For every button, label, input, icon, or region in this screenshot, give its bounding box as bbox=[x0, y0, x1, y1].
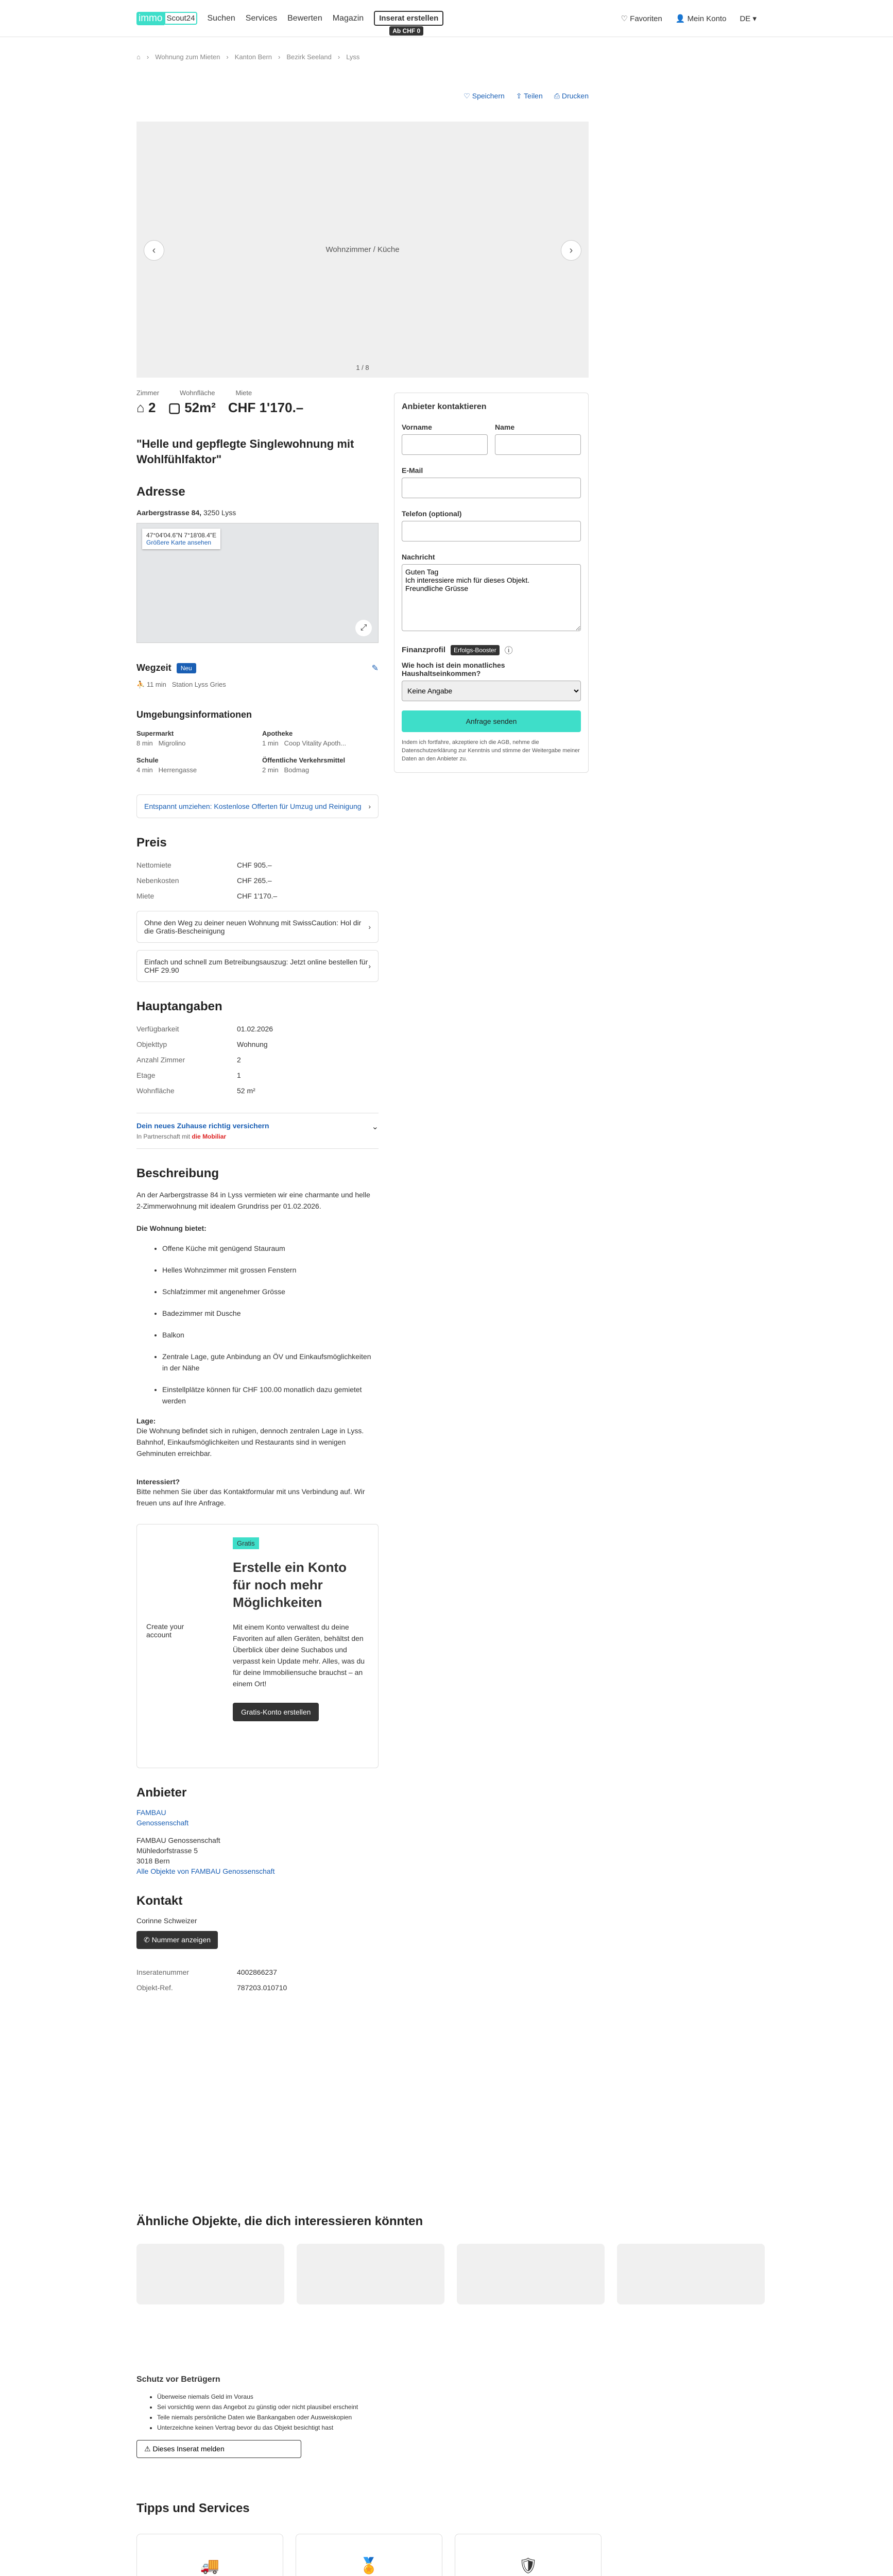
info-key: Objekttyp bbox=[136, 1040, 167, 1048]
account-promo bbox=[136, 1524, 379, 1768]
rooms-value: ⌂ 2 bbox=[136, 400, 156, 415]
provider-address: 3018 Bern bbox=[136, 1857, 170, 1865]
breadcrumb: ⌂ › Wohnung zum Mieten › Kanton Bern › Bezirk Seeland › Lyss bbox=[136, 53, 360, 61]
feature-item: • Zentrale Lage, gute Anbindung an ÖV und Einkaufsmöglichkeiten in der Nähe bbox=[162, 1351, 379, 1374]
contact-section bbox=[136, 1894, 379, 1995]
account-link[interactable]: 👤 Mein Konto bbox=[675, 14, 727, 23]
show-number-label: Nummer anzeigen bbox=[151, 1936, 211, 1944]
provider-address: Mühledorfstrasse 5 bbox=[136, 1846, 198, 1855]
price-row bbox=[136, 888, 379, 904]
price-key: Nebenkosten bbox=[136, 876, 179, 885]
env-value bbox=[136, 739, 253, 747]
photo-counter: 1 / 8 bbox=[356, 364, 369, 371]
last-name-field[interactable] bbox=[495, 434, 581, 455]
nav-suchen[interactable]: Suchen bbox=[207, 13, 235, 23]
info-row bbox=[136, 1067, 379, 1083]
area-value: ▢ 52m² bbox=[168, 400, 216, 415]
address-heading: Adresse bbox=[136, 485, 185, 499]
debt-extract-box[interactable] bbox=[136, 950, 379, 982]
phone-label: Telefon (optional) bbox=[402, 510, 462, 518]
ref-key: Inseratenummer bbox=[136, 1968, 189, 1976]
crumb[interactable]: Bezirk Seeland bbox=[286, 53, 332, 61]
env-value bbox=[262, 739, 379, 747]
chevron-right-icon: › bbox=[368, 923, 371, 931]
insurance-texts bbox=[136, 1122, 269, 1140]
last-name-group bbox=[495, 412, 581, 455]
show-number-button[interactable]: ✆ Nummer anzeigen bbox=[136, 1931, 218, 1949]
keyfacts-values bbox=[136, 400, 379, 416]
info-val: Wohnung bbox=[237, 1040, 268, 1048]
env-place: Coop Vitality Apoth... bbox=[284, 739, 347, 747]
phone-field[interactable] bbox=[402, 521, 581, 541]
home-icon[interactable]: ⌂ bbox=[136, 53, 141, 61]
env-value bbox=[136, 766, 253, 774]
provider-name[interactable]: FAMBAU bbox=[136, 1808, 166, 1817]
map-info bbox=[142, 529, 220, 549]
route-header bbox=[136, 663, 379, 673]
kf-label: Zimmer bbox=[136, 389, 160, 397]
env-title: Schule bbox=[136, 756, 159, 764]
price-val: CHF 905.– bbox=[237, 861, 272, 869]
promo-left-text: Create your account bbox=[146, 1622, 184, 1639]
insert-listing-button[interactable] bbox=[374, 11, 443, 35]
similar-card[interactable] bbox=[617, 2244, 765, 2304]
prev-arrow-icon[interactable]: ‹ bbox=[144, 240, 164, 261]
area-num: 52m² bbox=[184, 400, 216, 415]
edit-icon[interactable]: ✎ bbox=[371, 664, 379, 673]
main-info-section bbox=[136, 999, 379, 1149]
language-select[interactable]: DE ▾ bbox=[740, 14, 757, 23]
logo-part: Scout24 bbox=[164, 12, 197, 25]
promo-content bbox=[233, 1539, 367, 1721]
contact-heading: Kontakt bbox=[136, 1894, 183, 1908]
first-name-field[interactable] bbox=[402, 434, 488, 455]
chevron-right-icon: › bbox=[368, 802, 371, 810]
info-val: 52 m² bbox=[237, 1087, 255, 1095]
tips-cards bbox=[136, 2534, 602, 2576]
last-name-label: Name bbox=[495, 423, 515, 431]
price-heading: Preis bbox=[136, 836, 167, 850]
listing-actions bbox=[0, 92, 589, 100]
truck-icon: 🚚 bbox=[200, 2557, 220, 2574]
env-grid bbox=[136, 730, 379, 774]
crumb[interactable]: Wohnung zum Mieten bbox=[155, 53, 220, 61]
location-heading: Lage: bbox=[136, 1417, 156, 1425]
provider-info bbox=[136, 1807, 379, 1876]
main-info-heading: Hauptangaben bbox=[136, 999, 222, 1013]
env-value bbox=[262, 766, 379, 774]
ref-val: 4002866237 bbox=[237, 1968, 277, 1976]
info-key: Wohnfläche bbox=[136, 1087, 175, 1095]
env-item bbox=[262, 730, 379, 747]
main-column bbox=[136, 389, 379, 1995]
description-intro: An der Aarbergstrasse 84 in Lyss vermieten wir eine charmante und helle 2-Zimmerwohnung mit idealem Grundriss per 01.02.2026. bbox=[136, 1191, 370, 1210]
info-row bbox=[136, 1037, 379, 1052]
promo-title: Erstelle ein Konto für noch mehr Möglichkeiten bbox=[233, 1560, 347, 1610]
booster-badge: Erfolgs-Booster bbox=[451, 645, 500, 655]
similar-cards bbox=[136, 2244, 765, 2304]
report-label: Dieses Inserat melden bbox=[152, 2445, 225, 2453]
nav-bewerten[interactable]: Bewerten bbox=[287, 13, 322, 23]
tip-card bbox=[136, 2534, 283, 2576]
similar-card[interactable] bbox=[297, 2244, 444, 2304]
share-button[interactable]: ⇪ Teilen bbox=[516, 92, 543, 100]
fraud-item: • Überweise niemals Geld im Voraus bbox=[157, 2392, 379, 2402]
env-place: Bodmag bbox=[284, 766, 310, 774]
main-info-table bbox=[136, 1021, 379, 1098]
info-icon[interactable]: ⓘ bbox=[504, 647, 513, 655]
caution-box[interactable] bbox=[136, 911, 379, 943]
tips-heading: Tipps und Services bbox=[136, 2501, 250, 2515]
insert-label: Inserat erstellen bbox=[379, 14, 439, 23]
feature-item: • Schlafzimmer mit angenehmer Grösse bbox=[162, 1286, 379, 1297]
fullscreen-icon[interactable]: ⤢ bbox=[355, 620, 372, 636]
fraud-section bbox=[136, 2375, 379, 2458]
report-listing-button[interactable]: ⚠ Dieses Inserat melden bbox=[136, 2440, 301, 2458]
favorites-link[interactable]: ♡ Favoriten bbox=[621, 14, 662, 23]
insurance-accordion[interactable] bbox=[136, 1113, 379, 1149]
feature-item: • Badezimmer mit Dusche bbox=[162, 1308, 379, 1319]
info-key: Etage bbox=[136, 1071, 156, 1079]
mobiliar-logo: die Mobiliar bbox=[192, 1133, 227, 1140]
price-key: Miete bbox=[136, 892, 154, 900]
tip-card bbox=[296, 2534, 442, 2576]
provider-heading: Anbieter bbox=[136, 1786, 187, 1800]
route-station: Station Lyss Gries bbox=[171, 681, 226, 688]
address-street: Aarbergstrasse 84, bbox=[136, 509, 202, 517]
first-name-label: Vorname bbox=[402, 423, 432, 431]
print-button[interactable]: ⎙ Drucken bbox=[554, 92, 589, 100]
env-time: 8 min bbox=[136, 739, 153, 747]
finance-title: Finanzprofil bbox=[402, 646, 445, 654]
provider-address: FAMBAU Genossenschaft bbox=[136, 1836, 220, 1844]
fraud-item: • Unterzeichne keinen Vertrag bevor du das Objekt besichtigt hast bbox=[157, 2422, 379, 2433]
send-request-button[interactable]: Anfrage senden bbox=[402, 710, 581, 732]
nav-magazin[interactable]: Magazin bbox=[332, 13, 364, 23]
price-row bbox=[136, 873, 379, 888]
income-question: Wie hoch ist dein monatliches Haushaltseinkommen? bbox=[402, 661, 505, 677]
ref-table bbox=[136, 1964, 379, 1995]
chevron-right-icon: › bbox=[368, 962, 371, 970]
form-heading: Anbieter kontaktieren bbox=[402, 402, 487, 411]
free-badge: Gratis bbox=[233, 1537, 259, 1549]
env-place: Herrengasse bbox=[158, 766, 197, 774]
feature-item: • Helles Wohnzimmer mit grossen Fenstern bbox=[162, 1264, 379, 1276]
photo-caption: Wohnzimmer / Küche bbox=[325, 245, 400, 254]
environment-section bbox=[136, 709, 379, 818]
move-offer-box[interactable] bbox=[136, 794, 379, 818]
interested-text: Bitte nehmen Sie über das Kontaktformular mit uns Verbindung auf. Wir freuen uns auf Ihre Anfrage. bbox=[136, 1487, 365, 1507]
nav-services[interactable]: Services bbox=[245, 13, 278, 23]
address-line bbox=[136, 509, 379, 517]
contact-form bbox=[394, 393, 589, 773]
fraud-list bbox=[157, 2392, 379, 2433]
insert-price-tag: Ab CHF 0 bbox=[389, 26, 423, 36]
email-field[interactable] bbox=[402, 478, 581, 498]
route-heading: Wegzeit bbox=[136, 663, 171, 673]
insurance-partner bbox=[136, 1133, 269, 1140]
main-nav bbox=[208, 14, 374, 23]
contact-name: Corinne Schweizer bbox=[136, 1917, 197, 1925]
feature-list bbox=[136, 1243, 379, 1406]
print-label: Drucken bbox=[561, 92, 589, 100]
env-item bbox=[262, 756, 379, 774]
info-key: Anzahl Zimmer bbox=[136, 1056, 185, 1064]
fraud-item: • Sei vorsichtig wenn das Angebot zu günstig oder nicht plausibel erscheint bbox=[157, 2402, 379, 2412]
similar-heading: Ähnliche Objekte, die dich interessieren könnten bbox=[136, 2214, 423, 2228]
award-icon: 🏅 bbox=[359, 2557, 379, 2574]
info-val: 1 bbox=[237, 1071, 241, 1079]
legal-text: Indem ich fortfahre, akzeptiere ich die AGB, nehme die Datenschutzerklärung zur Kenntnis und stimme der Weitergabe meiner Daten an den Anbieter zu. bbox=[402, 739, 580, 762]
similar-card[interactable] bbox=[457, 2244, 605, 2304]
shield-icon: 🛡 bbox=[518, 2557, 538, 2574]
route-line: ⛹ 11 min Station Lyss Gries bbox=[136, 681, 226, 688]
provider-name[interactable]: Genossenschaft bbox=[136, 1819, 189, 1827]
next-arrow-icon[interactable]: › bbox=[561, 240, 581, 261]
env-title: Öffentliche Verkehrsmittel bbox=[262, 756, 346, 764]
info-row bbox=[136, 1052, 379, 1067]
keyfacts-labels bbox=[136, 389, 379, 397]
logo[interactable] bbox=[136, 12, 197, 25]
ref-row bbox=[136, 1964, 379, 1980]
ref-row bbox=[136, 1980, 379, 1995]
map-link[interactable]: Größere Karte ansehen bbox=[146, 539, 212, 546]
share-label: Teilen bbox=[524, 92, 543, 100]
env-heading: Umgebungsinformationen bbox=[136, 709, 252, 720]
provider-all-listings-link[interactable]: Alle Objekte von FAMBAU Genossenschaft bbox=[136, 1867, 275, 1875]
feature-item: • Offene Küche mit genügend Stauraum bbox=[162, 1243, 379, 1254]
insurance-title: Dein neues Zuhause richtig versichern bbox=[136, 1122, 269, 1130]
save-button[interactable]: ♡ Speichern bbox=[463, 92, 505, 100]
price-row bbox=[136, 857, 379, 873]
info-key: Verfügbarkeit bbox=[136, 1025, 179, 1033]
fraud-heading: Schutz vor Betrügern bbox=[136, 2375, 220, 2384]
finance-header bbox=[402, 644, 581, 656]
feature-item: • Balkon bbox=[162, 1329, 379, 1341]
account-label: Mein Konto bbox=[687, 14, 727, 23]
interested-heading: Interessiert? bbox=[136, 1478, 180, 1486]
save-label: Speichern bbox=[472, 92, 505, 100]
new-badge: Neu bbox=[177, 663, 196, 673]
description-heading: Beschreibung bbox=[136, 1166, 219, 1180]
price-section bbox=[136, 836, 379, 982]
similar-card[interactable] bbox=[136, 2244, 284, 2304]
chevron-down-icon: ⌄ bbox=[371, 1123, 379, 1131]
email-label: E-Mail bbox=[402, 466, 423, 474]
debt-extract-text: Einfach und schnell zum Betreibungsauszug: Jetzt online bestellen für CHF 29.90 bbox=[144, 958, 368, 974]
env-title: Apotheke bbox=[262, 730, 293, 737]
language-label: DE bbox=[740, 14, 751, 23]
feature-item: • Einstellplätze können für CHF 100.00 monatlich dazu gemietet werden bbox=[162, 1384, 379, 1406]
info-val: 01.02.2026 bbox=[237, 1025, 273, 1033]
ref-val: 787203.010710 bbox=[237, 1984, 287, 1992]
rent-value: CHF 1'170.– bbox=[228, 400, 304, 415]
env-item bbox=[136, 730, 253, 747]
price-val: CHF 1'170.– bbox=[237, 892, 278, 900]
kf-label: Wohnfläche bbox=[180, 389, 215, 397]
insurance-sub: In Partnerschaft mit bbox=[136, 1133, 191, 1140]
price-val: CHF 265.– bbox=[237, 876, 272, 885]
info-row bbox=[136, 1021, 379, 1037]
ref-key: Objekt-Ref. bbox=[136, 1984, 173, 1992]
route-time: 11 min bbox=[146, 681, 166, 688]
env-time: 2 min bbox=[262, 766, 279, 774]
name-row bbox=[402, 412, 581, 455]
tip-card bbox=[455, 2534, 602, 2576]
fraud-item: • Teile niemals persönliche Daten wie Bankangaben oder Ausweiskopien bbox=[157, 2412, 379, 2422]
env-time: 1 min bbox=[262, 739, 279, 747]
top-header bbox=[0, 0, 893, 37]
env-place: Migrolino bbox=[158, 739, 186, 747]
info-val: 2 bbox=[237, 1056, 241, 1064]
address-city: 3250 Lyss bbox=[203, 509, 236, 517]
location-text: Die Wohnung befindet sich in ruhigen, dennoch zentralen Lage in Lyss. Bahnhof, Einkaufsmöglichkeiten und Restaurants sind in wenigen Gehminuten erreichbar. bbox=[136, 1427, 364, 1458]
kf-label: Miete bbox=[235, 389, 252, 397]
create-account-button[interactable]: Gratis-Konto erstellen bbox=[233, 1703, 319, 1721]
crumb[interactable]: Kanton Bern bbox=[234, 53, 272, 61]
caution-text: Ohne den Weg zu deiner neuen Wohnung mit SwissCaution: Hol dir die Gratis-Bescheinigung bbox=[144, 919, 362, 935]
rooms-num: 2 bbox=[148, 400, 156, 415]
description-sub: Die Wohnung bietet: bbox=[136, 1224, 207, 1232]
provider-section bbox=[136, 1786, 379, 1876]
map-coords: 47°04'04.6"N 7°18'08.4"E bbox=[146, 532, 217, 539]
message-label: Nachricht bbox=[402, 553, 435, 561]
favorites-label: Favoriten bbox=[630, 14, 662, 23]
map[interactable] bbox=[136, 523, 379, 643]
env-time: 4 min bbox=[136, 766, 153, 774]
env-item bbox=[136, 756, 253, 774]
photo-gallery[interactable] bbox=[136, 122, 589, 378]
move-offer-text: Entspannt umziehen: Kostenlose Offerten für Umzug und Reinigung bbox=[144, 802, 362, 810]
message-field[interactable] bbox=[402, 564, 581, 631]
first-name-group bbox=[402, 412, 488, 455]
price-key: Nettomiete bbox=[136, 861, 171, 869]
promo-text: Mit einem Konto verwaltest du deine Favoriten auf allen Geräten, behältst den Überblick über deine Suchabos und verpasst kein Update mehr. Alles, was du für deine Immobiliensuche brauchst – an einem Ort! bbox=[233, 1623, 365, 1688]
info-row bbox=[136, 1083, 379, 1098]
logo-part: immo bbox=[136, 12, 164, 25]
description-section bbox=[136, 1166, 379, 1509]
env-title: Supermarkt bbox=[136, 730, 174, 737]
crumb[interactable]: Lyss bbox=[346, 53, 360, 61]
income-select[interactable] bbox=[402, 681, 581, 701]
address-section bbox=[136, 485, 379, 689]
listing-title: "Helle und gepflegte Singlewohnung mit Wohlfühlfaktor" bbox=[136, 437, 354, 466]
price-table bbox=[136, 857, 379, 904]
header-right bbox=[621, 14, 757, 23]
